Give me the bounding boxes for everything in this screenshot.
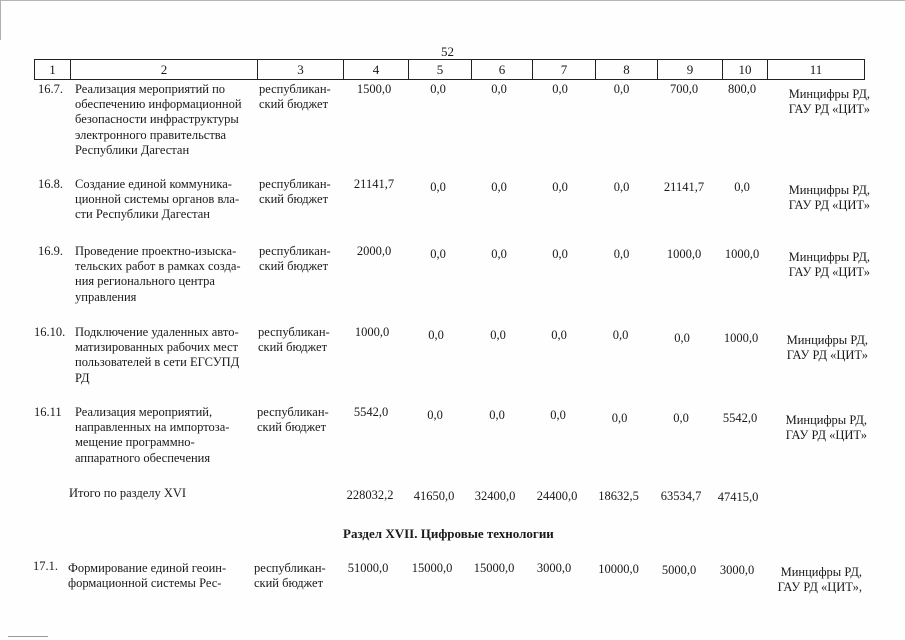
row-source-line: ский бюджет <box>259 192 329 207</box>
row-executor-line: Минцифры РД, <box>788 87 870 101</box>
header-col-2: 2 <box>71 60 258 80</box>
value-col-6: 0,0 <box>491 82 507 96</box>
value-col-9: 21141,7 <box>663 180 705 194</box>
row-executor-line: ГАУ РД «ЦИТ», <box>777 580 862 595</box>
row-name-line: обеспечению информационной <box>75 97 242 112</box>
row-number: 16.10. <box>34 325 66 339</box>
value-col-4: 5542,0 <box>353 405 389 419</box>
value-col-7: 0,0 <box>550 408 566 422</box>
row-name-line: электронного правительства <box>75 127 227 142</box>
row-source-line: ский бюджет <box>258 340 328 355</box>
row-name-line: Создание единой коммуника- <box>75 177 232 191</box>
column-number-header <box>34 59 865 80</box>
header-col-10: 10 <box>723 60 768 80</box>
row-number: 16.9. <box>38 244 63 258</box>
value-col-5: 0,0 <box>430 82 446 96</box>
scan-edge-top <box>0 0 905 1</box>
row-executor <box>770 183 870 213</box>
value-col-6: 0,0 <box>491 247 507 261</box>
value-col-8: 10000,0 <box>598 562 639 576</box>
value-col-9: 1000,0 <box>666 247 702 261</box>
row-number: 17.1. <box>33 559 58 573</box>
header-col-1: 1 <box>35 60 71 80</box>
value-col-6: 0,0 <box>490 328 506 342</box>
row-source-line: республикан- <box>254 561 326 575</box>
row-name-line: направленных на импортоза- <box>75 420 230 435</box>
row-number: 16.8. <box>38 177 63 191</box>
value-col-4: 1000,0 <box>354 325 390 339</box>
row-executor-line: ГАУ РД «ЦИТ» <box>788 102 870 117</box>
row-executor-line: ГАУ РД «ЦИТ» <box>788 198 870 213</box>
value-col-7: 0,0 <box>552 247 568 261</box>
row-executor-line: ГАУ РД «ЦИТ» <box>785 428 867 443</box>
value-col-10: 800,0 <box>727 82 757 96</box>
value-col-4: 51000,0 <box>347 561 389 575</box>
total-col-7: 24400,0 <box>536 489 578 503</box>
row-source-line: республикан- <box>259 244 331 258</box>
row-source <box>254 561 326 591</box>
row-name-line: ционной системы органов вла- <box>75 192 240 207</box>
header-col-6: 6 <box>472 60 533 80</box>
header-col-11: 11 <box>768 60 865 80</box>
row-executor-line: Минцифры РД, <box>788 183 870 197</box>
section-title: Раздел XVII. Цифровые технологии <box>343 526 554 541</box>
row-number: 16.7. <box>38 82 63 96</box>
row-name <box>75 177 254 223</box>
value-col-7: 0,0 <box>551 328 567 342</box>
row-executor-line: ГАУ РД «ЦИТ» <box>786 348 868 363</box>
row-source-line: ский бюджет <box>257 420 327 435</box>
value-col-9: 0,0 <box>674 331 690 345</box>
row-name <box>75 82 254 158</box>
value-col-10: 5542,0 <box>722 411 758 425</box>
value-col-10: 3000,0 <box>719 563 755 577</box>
header-col-8: 8 <box>596 60 658 80</box>
total-col-10: 47415,0 <box>717 490 759 504</box>
page-number: 52 <box>441 44 454 59</box>
row-name-line: управления <box>75 289 137 304</box>
row-name-line: Проведение проектно-изыска- <box>75 244 237 258</box>
value-col-10: 1000,0 <box>724 247 760 261</box>
value-col-4: 1500,0 <box>356 82 392 96</box>
row-name-line: аппаратного обеспечения <box>75 450 211 465</box>
row-name-line: РД <box>75 370 90 385</box>
row-source <box>257 405 329 435</box>
value-col-5: 0,0 <box>428 328 444 342</box>
total-col-6: 32400,0 <box>474 489 516 503</box>
value-col-5: 15000,0 <box>411 561 453 575</box>
value-col-5: 0,0 <box>430 247 446 261</box>
row-executor <box>770 250 870 280</box>
row-source-line: республикан- <box>258 325 330 339</box>
value-col-7: 0,0 <box>552 82 568 96</box>
header-col-3: 3 <box>258 60 344 80</box>
row-name <box>68 561 249 591</box>
row-name-line: Реализация мероприятий, <box>75 405 213 419</box>
row-name-line: матизированных рабочих мест <box>75 340 238 355</box>
row-name-line: сти Республики Дагестан <box>75 207 210 222</box>
row-source-line: республикан- <box>257 405 329 419</box>
row-name-line: тельских работ в рамках созда- <box>75 259 241 274</box>
row-source-line: ский бюджет <box>259 259 329 274</box>
row-source-line: ский бюджет <box>259 97 329 112</box>
value-col-6: 0,0 <box>489 408 505 422</box>
row-name <box>75 325 254 386</box>
scan-edge-left-mark <box>0 0 1 40</box>
row-source <box>258 325 330 355</box>
scan-edge-bottom-mark <box>8 636 48 637</box>
row-name-line: Реализация мероприятий по <box>75 82 226 96</box>
header-col-9: 9 <box>658 60 723 80</box>
row-executor <box>767 413 867 443</box>
row-name-line: Республики Дагестан <box>75 142 190 157</box>
value-col-10: 0,0 <box>734 180 750 194</box>
value-col-7: 0,0 <box>552 180 568 194</box>
row-name <box>75 405 254 466</box>
row-executor <box>762 565 862 595</box>
row-executor <box>768 333 868 363</box>
header-col-5: 5 <box>409 60 472 80</box>
value-col-5: 0,0 <box>430 180 446 194</box>
row-executor-line: Минцифры РД, <box>788 250 870 264</box>
value-col-7: 3000,0 <box>536 561 572 575</box>
total-label: Итого по разделу XVI <box>69 486 187 500</box>
row-number: 16.11 <box>34 405 62 419</box>
row-name-line: ния регионального центра <box>75 274 215 289</box>
value-col-9: 700,0 <box>669 82 699 96</box>
row-name-line: Подключение удаленных авто- <box>75 325 239 339</box>
value-col-8: 0,0 <box>612 328 629 342</box>
value-col-10: 1000,0 <box>723 331 759 345</box>
value-col-6: 0,0 <box>491 180 507 194</box>
row-executor-line: Минцифры РД, <box>786 333 868 347</box>
value-col-9: 5000,0 <box>661 563 697 577</box>
row-executor-line: ГАУ РД «ЦИТ» <box>788 265 870 280</box>
row-executor-line: Минцифры РД, <box>780 565 862 579</box>
value-col-5: 0,0 <box>427 408 443 422</box>
total-col-9: 63534,7 <box>660 489 702 503</box>
row-source-line: республикан- <box>259 177 331 191</box>
total-col-5: 41650,0 <box>413 489 455 503</box>
value-col-8: 0,0 <box>611 411 628 425</box>
row-source-line: ский бюджет <box>254 576 324 591</box>
value-col-8: 0,0 <box>613 247 630 261</box>
row-name-line: пользователей в сети ЕГСУПД <box>75 355 240 370</box>
row-source <box>259 177 331 207</box>
value-col-4: 21141,7 <box>353 177 395 191</box>
value-col-8: 0,0 <box>613 82 630 96</box>
row-executor <box>770 87 870 117</box>
value-col-4: 2000,0 <box>356 244 392 258</box>
total-col-8: 18632,5 <box>598 489 639 503</box>
row-executor-line: Минцифры РД, <box>785 413 867 427</box>
row-source <box>259 244 331 274</box>
row-name-line: Формирование единой геоин- <box>68 561 227 575</box>
row-source <box>259 82 331 112</box>
total-col-4: 228032,2 <box>346 488 394 502</box>
row-name <box>75 244 254 305</box>
header-col-4: 4 <box>344 60 409 80</box>
row-name-line: безопасности инфраструктуры <box>75 112 239 127</box>
row-name-line: формационной системы Рес- <box>68 576 222 591</box>
header-col-7: 7 <box>533 60 596 80</box>
row-name-line: мещение программно- <box>75 435 195 450</box>
value-col-6: 15000,0 <box>473 561 515 575</box>
value-col-8: 0,0 <box>613 180 630 194</box>
value-col-9: 0,0 <box>673 411 689 425</box>
row-source-line: республикан- <box>259 82 331 96</box>
